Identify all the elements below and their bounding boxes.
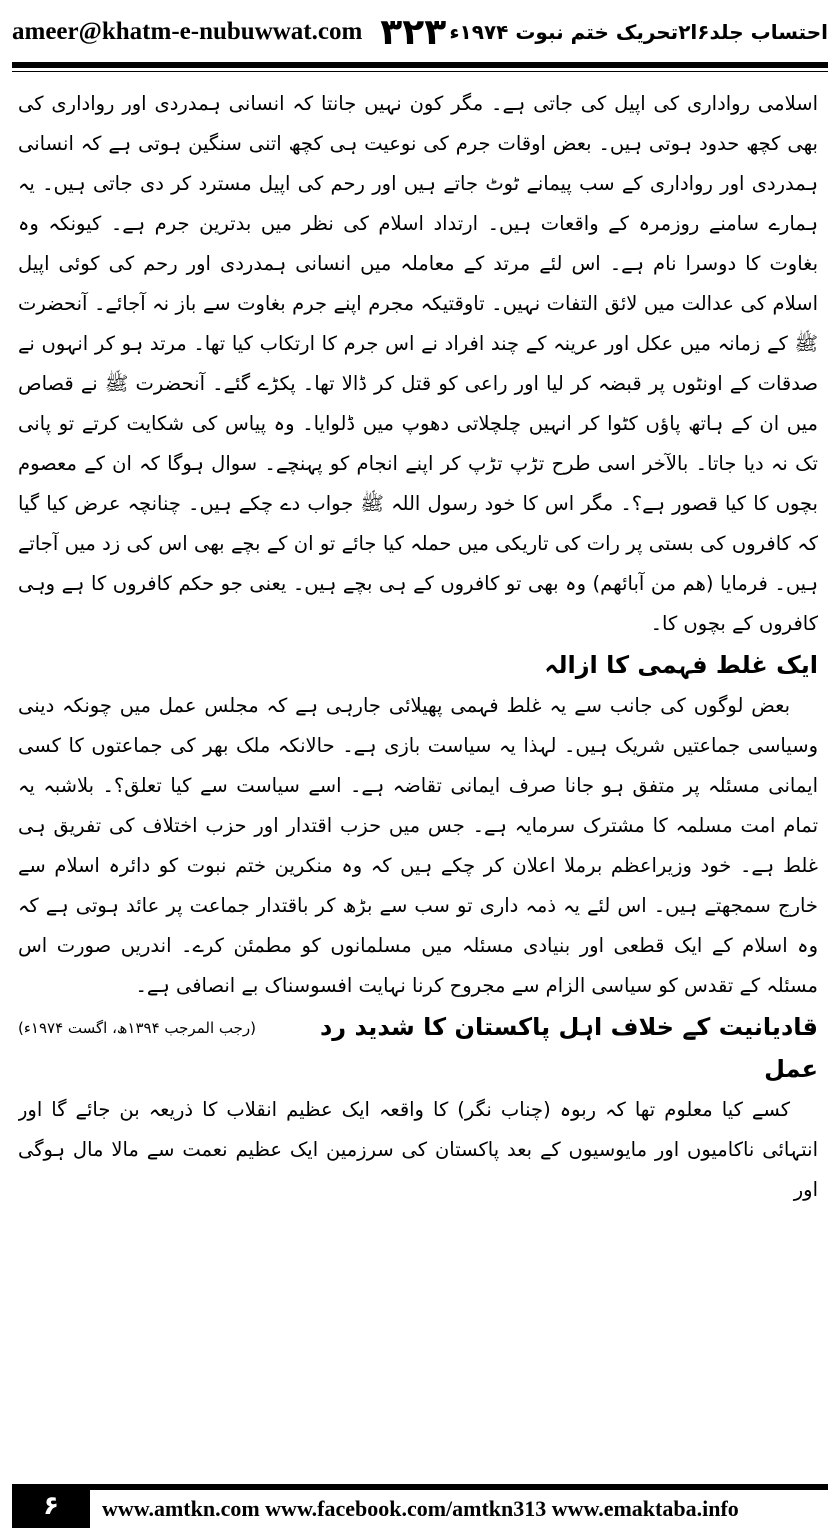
paragraph-1: اسلامی رواداری کی اپیل کی جاتی ہے۔ مگر کون نہیں جانتا کہ انسانی ہمدردی اور رواداری کی بھی کچھ حدود ہوتی ہیں۔ بعض اوقات جرم کی نوعیت ہی کچھ اتنی سنگین ہوتی ہے کہ انسانی ہمدردی اور رواداری کے سب پیمانے ٹوٹ جاتے ہیں اور رحم کی اپیل مسترد کر دی جاتی ہیں۔ یہ ہمارے سامنے روزمرہ کے واقعات ہیں۔ ارتداد اسلام کی نظر میں بدترین جرم ہے۔ کیونکہ وہ بغاوت کا دوسرا نام ہے۔ اس لئے مرتد کے معاملہ میں انسانی ہمدردی اور رحم کی کوئی اپیل اسلام کی عدالت میں لائق التفات نہیں۔ تاوقتیکہ مجرم اپنے جرم بغاوت سے باز نہ آجائے۔ آنحضرت ﷺ کے زمانہ میں عکل اور عرینہ کے چند افراد نے اس جرم کا ارتکاب کیا تھا۔ مرتد ہو کر انہوں نے صدقات کے اونٹوں پر قبضہ کر لیا اور راعی کو قتل کر ڈالا تھا۔ پکڑے گئے۔ آنحضرت ﷺ نے قصاص میں ان کے ہاتھ پاؤں کٹوا کر انہیں چلچلاتی دھوپ میں ڈلوایا۔ وہ پیاس کی شکایت کرتے تو پانی تک نہ دیا جاتا۔ بالآخر اسی طرح تڑپ تڑپ کر اپنے انجام کو پہنچے۔ سوال ہوگا کہ ان کے معصوم بچوں کا کیا قصور ہے؟۔ مگر اس کا خود رسول اللہ ﷺ جواب دے چکے ہیں۔ چنانچہ عرض کیا گیا کہ کافروں کی بستی پر رات کی تاریکی میں حملہ کیا جائے تو ان کے بچے بھی اس کی زد میں آجاتے ہیں۔ فرمایا (ھم من آبائھم) وہ بھی تو کافروں کے ہی بچے ہیں۔ یعنی جو حکم کافروں کا ہے وہی کافروں کے بچوں کا۔ — [18, 92, 818, 635]
page-header — [12, 8, 828, 56]
page-footer — [12, 1484, 828, 1528]
heading-misconception: ایک غلط فہمی کا ازالہ — [544, 651, 818, 679]
paragraph-2-text: بعض لوگوں کی جانب سے یہ غلط فہمی پھیلائی جارہی ہے کہ مجلس عمل میں چونکہ دینی وسیاسی جماعتیں شریک ہیں۔ لہذا یہ سیاست بازی ہے۔ حالانکہ ملک بھر کی جماعتوں کا کسی ایمانی مسئلہ پر متفق ہو جانا صرف ایمانی تقاضہ ہے۔ اسے سیاست سے کیا تعلق؟۔ بلاشبہ یہ تمام امت مسلمہ کا مشترک سرمایہ ہے۔ جس میں حزب اقتدار اور حزب اختلاف کی تفریق ہی غلط ہے۔ خود وزیراعظم برملا اعلان کر چکے ہیں کہ وہ منکرین ختم نبوت کو دائرہ اسلام سے خارج سمجھتے ہیں۔ اس لئے یہ ذمہ داری تو سب سے بڑھ کر باقتدار جماعت پر عائد ہوتی ہے کہ وہ اسلام کے ایک قطعی اور بنیادی مسئلہ میں مسلمانوں کو مطمئن کرے۔ اندریں صورت اس مسئلہ کے تقدس کو سیاسی الزام سے مجروح کرنا نہایت افسوسناک بے انصافی ہے۔ — [18, 694, 818, 997]
footer-links-area — [90, 1484, 828, 1528]
header-email: ameer@khatm-e-nubuwwat.com — [12, 18, 363, 45]
footer-page-marker: ۶ — [12, 1484, 90, 1528]
paragraph-3: کسے کیا معلوم تھا کہ ربوہ (چناب نگر) کا واقعہ ایک عظیم انقلاب کا ذریعہ بن جائے گا اور انتہائی ناکامیوں اور مایوسیوں کے بعد پاکستان کی سرزمین ایک عظیم نعمت سے مالا مال ہوگی اور — [18, 1098, 818, 1201]
running-title: احتساب جلد۶ا۲تحریک ختم نبوت ۱۹۷۴ء — [449, 20, 828, 44]
paragraph-2 — [18, 686, 818, 1037]
footer-links: www.amtkn.com www.facebook.com/amtkn313 www.emaktaba.info — [102, 1496, 739, 1521]
date-note: (رجب المرجب ۱۳۹۴ھ، اگست ۱۹۷۴ء) — [18, 1019, 256, 1037]
heading-reaction: قادیانیت کے خلاف اہل پاکستان کا شدید رد عمل — [319, 1013, 818, 1083]
page-content — [18, 84, 818, 1454]
header-rule-thin — [12, 71, 828, 72]
page-number: ۳۲۳ — [380, 11, 447, 53]
header-rule-thick — [12, 62, 828, 68]
footer-rule — [90, 1484, 828, 1490]
